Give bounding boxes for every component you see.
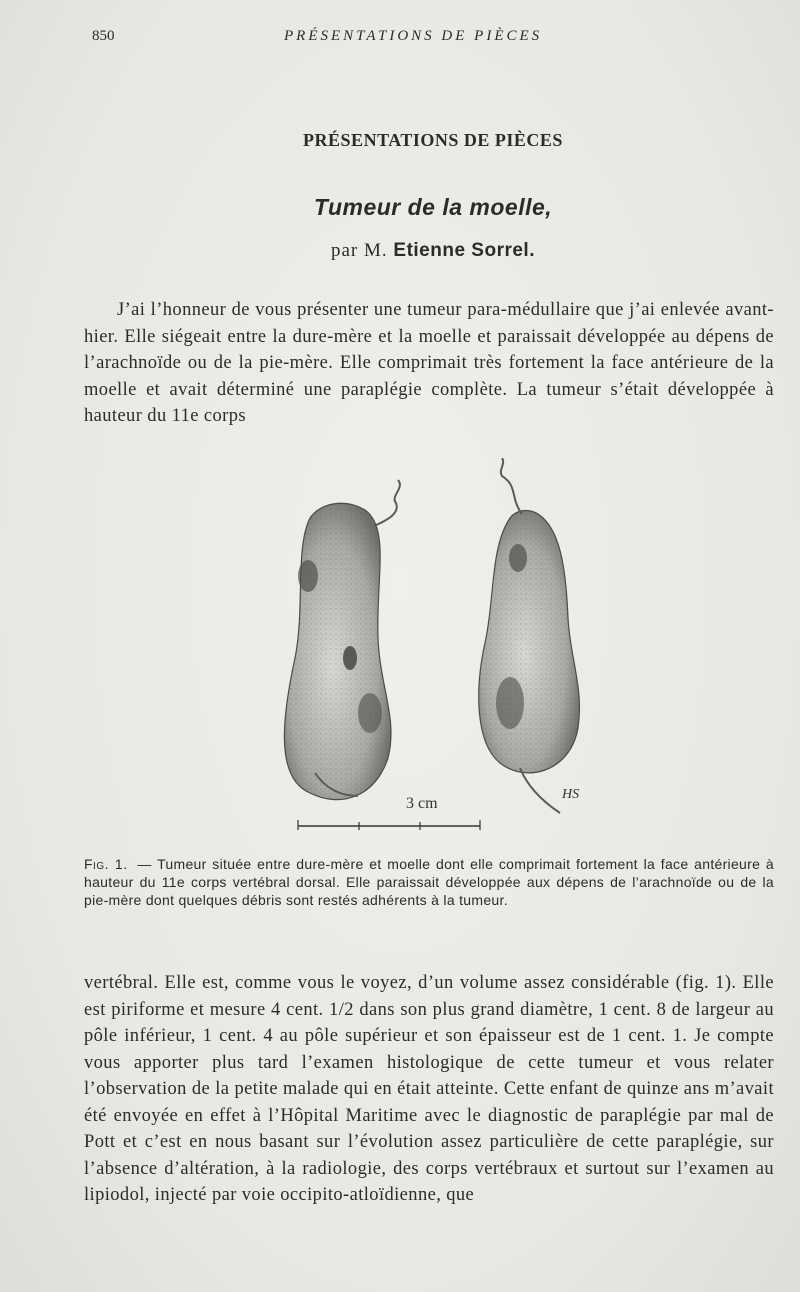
byline <box>0 240 800 262</box>
caption-label: Fig. 1. <box>84 856 128 872</box>
section-title: PRÉSENTATIONS DE PIÈCES <box>303 130 563 150</box>
illustrator-signature: HS <box>562 787 580 802</box>
running-title: PRÉSENTATIONS DE PIÈCES <box>284 28 543 44</box>
tumor-figure <box>270 458 600 838</box>
page-number: 850 <box>92 28 115 44</box>
running-head <box>92 28 752 50</box>
scale-label: 3 cm <box>406 795 438 812</box>
tumor-specimen-right <box>479 458 580 813</box>
author-name: Etienne Sorrel. <box>393 240 535 261</box>
byline-prefix: par M. <box>330 240 388 261</box>
caption-text: — Tumeur située entre dure-mère et moelle dont elle comprimait fortement la face antérieure à hauteur du 11e corps vertébral dorsal. Elle paraissait développée aux dépens de l’arachnoïde ou de la pie-mère dont quelques débris sont restés adhérents à la tumeur. <box>84 856 774 908</box>
article-title: Tumeur de la moelle, <box>313 194 553 220</box>
figure-caption <box>84 855 774 909</box>
body-paragraph-1: J’ai l’honneur de vous présenter une tumeur para-médullaire que j’ai enlevée avant-hier. Elle siégeait entre la dure-mère et la moelle et paraissait développée au dépens de l’arachnoïde ou de la pie-mère. Elle comprimait très fortement la face antérieure de la moelle et avait déterminé une paraplégie complète. La tumeur s’était développée à hauteur du 11e corps <box>84 300 774 426</box>
tumor-specimen-left <box>284 480 400 800</box>
scale-bar <box>298 820 480 830</box>
body-paragraph-2: vertébral. Elle est, comme vous le voyez, d’un volume assez considérable (fig. 1). Elle est piriforme et mesure 4 cent. 1/2 dans son plus grand diamètre, 1 cent. 8 de largeur au pôle inférieur, 1 cent. 4 au pôle supérieur et son épaisseur est de 1 cent. 1. Je compte vous apporter plus tard l’examen histologique de cette tumeur et vous relater l’observation de la petite malade qui en était atteinte. Cette enfant de quinze ans m’avait été envoyée en effet à l’Hôpital Maritime avec le diagnostic de paraplégie par mal de Pott et c’est en nous basant sur l’évolution assez particulière de cette paraplégie, sur l’absence d’altération, à la radiologie, des corps vertébraux et surtout sur l’examen au lipiodol, injecté par voie occipito-atloïdienne, que <box>84 973 774 1205</box>
